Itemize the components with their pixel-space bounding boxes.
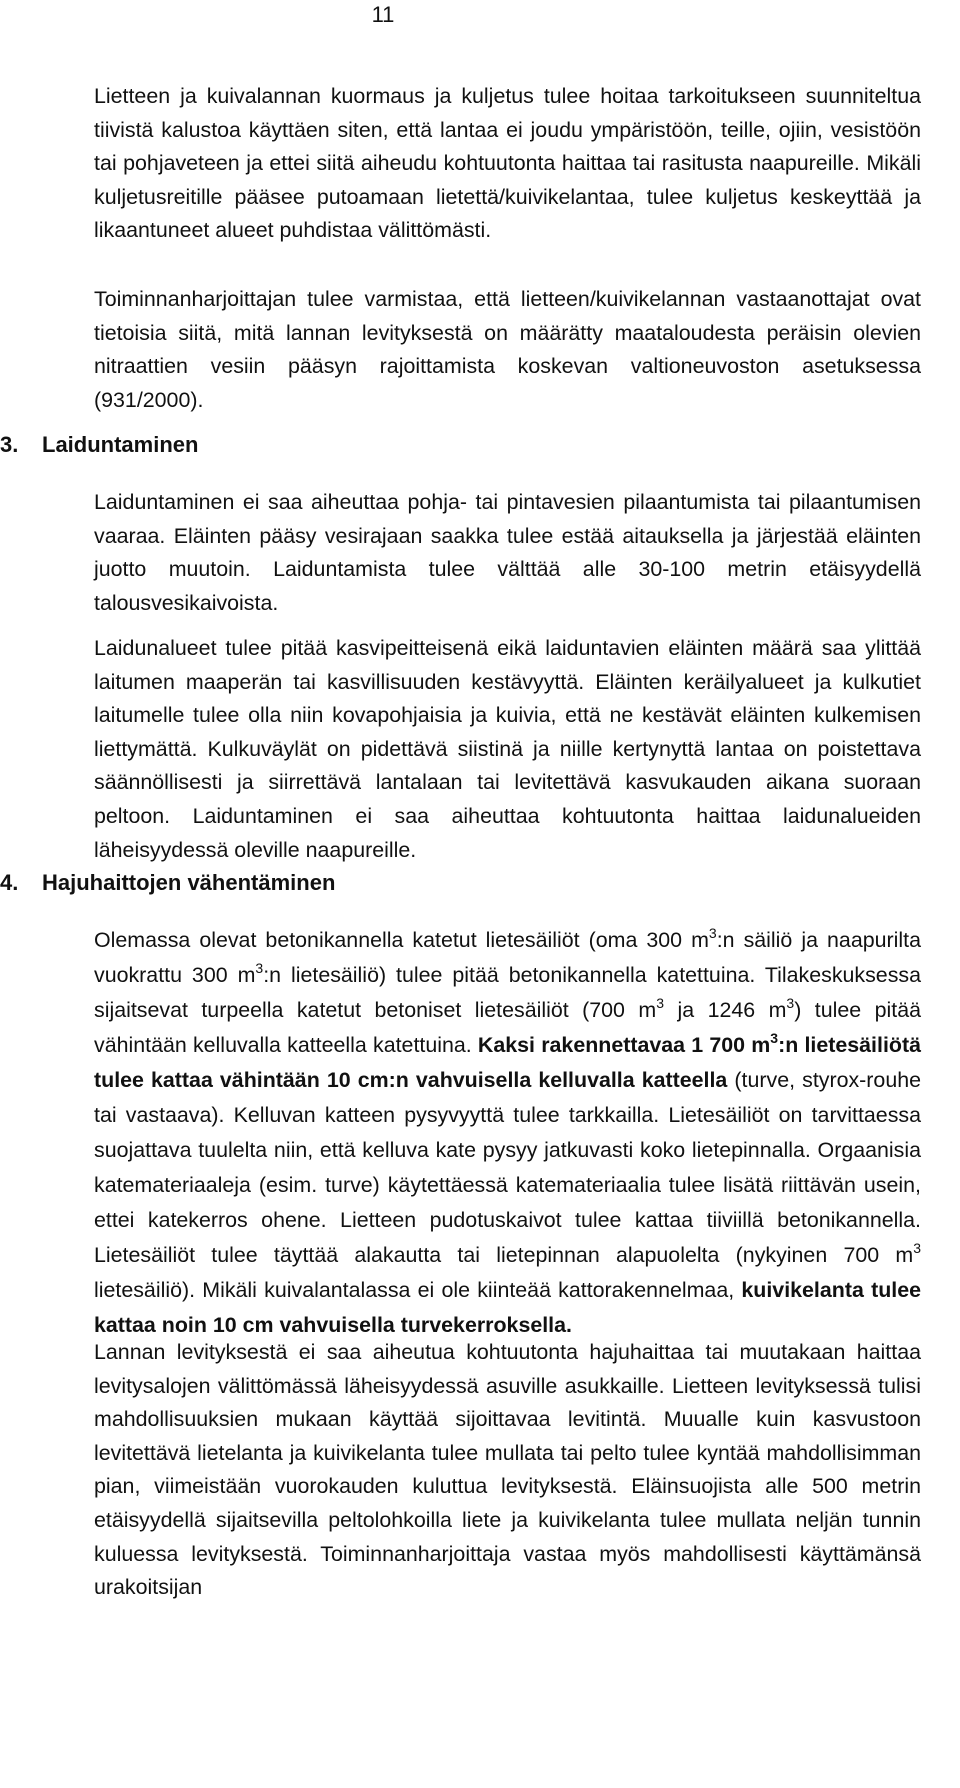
paragraph-slurry-tank-covers: Olemassa olevat betonikannella katetut lietesäiliöt (oma 300 $m^3:n$ säiliö ja naapurilta vuokrattu 300 $m^3:n$ lietesäiliö) tulee pitää betonikannella katettuina. Tilakeskuksessa sijaitsevat turpeella katetut betoniset lietesäiliöt (700 $m^3$ ja 1246 $m^3$) tulee pitää vähintään kelluvalla katteella katettuina. Kaksi rakennettavaa 1 700 $m^3:n$ lietesäiliötä tulee kattaa vähintään 10 cm:n vahvuisella kelluvalla katteella (turve, styrox-rouhe tai vastaava). Kelluvan katteen pysyvyyttä tulee tarkkailla. Lietesäiliöt on tarvittaessa suojattava tuulelta niin, että kelluva kate pysyy jatkuvasti koko lietepinnalla. Orgaanisia katemateriaaleja (esim. turve) käytettäessä katemateriaalia tulee lisätä riittävän usein, ettei katekerros ohene. Lietteen pudotuskaivot tulee kattaa tiiviillä betonikannella. Lietesäiliöt tulee täyttää alakautta tai lietepinnan alapuolelta (nykyinen 700 $m^3$ lietesäiliö). Mikäli kuivalantalassa ei ole kiinteää kattorakennelmaa, kuivikelanta tulee kattaa noin 10 cm vahvuisella turvekerroksella. [94, 925, 922, 1337]
paragraph-manure-spreading-odour: Lannan levityksestä ei saa aiheutua kohtuutonta hajuhaittaa tai muutakaan haittaa levitysalojen välittömässä läheisyydessä asuville asukkaille. Lietteen levityksessä tulisi mahdollisuuksien mukaan käyttää sijoittavaa levitintä. Muualle kuin kasvustoon levitettävä lietelanta ja kuivikelanta tulee mullata tai pelto tulee kyntää mahdollisimman pian, viimeistään vuorokauden kuluttua levityksestä. Eläinsuojista alle 500 metrin etäisyydellä sijaitsevilla peltolohkoilla liete ja kuivikelanta tulee mullata neljän tunnin kuluessa levityksestä. Toiminnanharjoittaja vastaa myös mahdollisesti käyttämänsä urakoitsijan [94, 1340, 921, 1600]
paragraph-grazing-pollution: Laiduntaminen ei saa aiheuttaa pohja- tai pintavesien pilaantumista tai pilaantumisen vaaraa. Eläinten pääsy vesirajaan saakka tulee estää aitauksella ja järjestää eläinten juotto muutoin. Laiduntamista tulee välttää alle 30-100 metrin etäisyydellä talousvesikaivoista. [94, 490, 921, 615]
section-heading-grazing [0, 430, 198, 460]
section-number: 3. [0, 432, 19, 457]
section-heading-odour-reduction [0, 868, 335, 898]
section-number: 4. [0, 870, 19, 895]
section-title: Laiduntaminen [42, 432, 199, 457]
section-title: Hajuhaittojen vähentäminen [42, 870, 336, 895]
paragraph-recipient-information: Toiminnanharjoittajan tulee varmistaa, että lietteen/kuivikelannan vastaanottajat ovat tietoisia siitä, mitä lannan levityksestä on määrätty maataloudesta peräisin olevien nitraattien vesiin pääsyn rajoittamista koskevan valtioneuvoston asetuksessa (931/2000). [94, 287, 921, 412]
paragraph-manure-transport: Lietteen ja kuivalannan kuormaus ja kuljetus tulee hoitaa tarkoitukseen suunniteltua tiivistä kalustoa käyttäen siten, että lantaa ei joudu ympäristöön, teille, ojiin, vesistöön tai pohjaveteen ja ettei siitä aiheudu kohtuutonta haittaa tai rasitusta naapureille. Mikäli kuljetusreitille pääsee putoamaan lietettä/kuivikelantaa, tulee kuljetus keskeyttää ja likaantuneet alueet puhdistaa välittömästi. [94, 84, 921, 243]
page-number: 11 [371, 2, 395, 27]
paragraph-pasture-areas: Laidunalueet tulee pitää kasvipeitteisenä eikä laiduntavien eläinten määrä saa ylittää laitumen maaperän tai kasvillisuuden kestävyyttä. Eläinten keräilyalueet ja kulkutiet laitumelle tulee olla niin kovapohjaisia ja kuivia, että ne kestävät eläinten kulkemisen liettymättä. Kulkuväylät on pidettävä siistinä ja niille kertynyttä lantaa on poistettava säännöllisesti ja siirrettävä lantalaan tai levitettävä kasvukauden aikana suoraan peltoon. Laiduntaminen ei saa aiheuttaa kohtuutonta haittaa laidunalueiden läheisyydessä oleville naapureille. [94, 636, 921, 862]
